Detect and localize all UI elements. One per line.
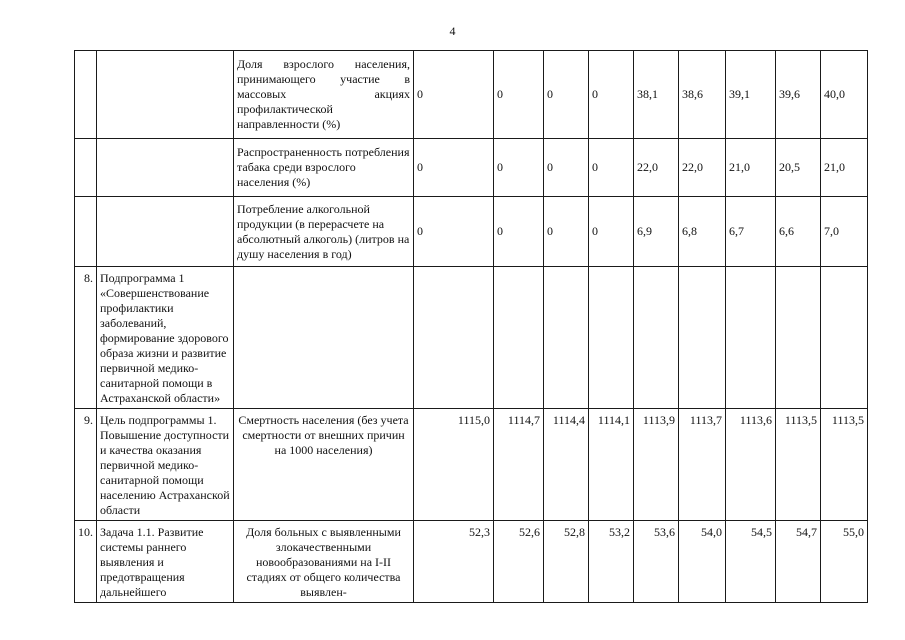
value-cell: 0	[589, 197, 634, 267]
value-cell: 52,3	[414, 521, 494, 603]
row-number	[75, 139, 97, 197]
indicator-cell	[234, 267, 414, 409]
value-cell: 54,0	[679, 521, 726, 603]
value-cell: 0	[544, 197, 589, 267]
value-cell	[589, 267, 634, 409]
value-cell	[634, 267, 679, 409]
value-cell: 52,8	[544, 521, 589, 603]
value-cell	[414, 267, 494, 409]
value-cell: 1114,7	[494, 409, 544, 521]
value-cell: 0	[494, 139, 544, 197]
value-cell	[776, 267, 821, 409]
value-cell: 6,6	[776, 197, 821, 267]
value-cell: 0	[494, 51, 544, 139]
value-cell: 1113,7	[679, 409, 726, 521]
table-row	[75, 521, 868, 603]
value-cell: 39,1	[726, 51, 776, 139]
value-cell: 0	[414, 139, 494, 197]
indicator-cell: Доля больных с выявленными злокачественными новообразованиями на I-II стадиях от общего количества выявлен-	[234, 521, 414, 603]
table-row	[75, 267, 868, 409]
goal-cell: Цель подпрограммы 1. Повышение доступности и качества оказания первичной медико-санитарной помощи населению Астраханской области	[97, 409, 234, 521]
value-cell: 0	[589, 139, 634, 197]
table-row	[75, 139, 868, 197]
goal-cell	[97, 51, 234, 139]
indicator-cell: Распространенность потребления табака среди взрослого населения (%)	[234, 139, 414, 197]
value-cell: 1113,9	[634, 409, 679, 521]
value-cell: 1114,4	[544, 409, 589, 521]
row-number: 10.	[75, 521, 97, 603]
value-cell: 0	[494, 197, 544, 267]
value-cell: 53,2	[589, 521, 634, 603]
value-cell: 0	[414, 51, 494, 139]
indicator-cell: Потребление алкогольной продукции (в перерасчете на абсолютный алкоголь) (литров на душу населения в год)	[234, 197, 414, 267]
table-row	[75, 197, 868, 267]
value-cell: 20,5	[776, 139, 821, 197]
indicators-table	[74, 50, 868, 603]
value-cell: 22,0	[634, 139, 679, 197]
value-cell	[494, 267, 544, 409]
value-cell: 38,6	[679, 51, 726, 139]
value-cell: 21,0	[726, 139, 776, 197]
goal-cell	[97, 197, 234, 267]
value-cell: 21,0	[821, 139, 868, 197]
value-cell: 39,6	[776, 51, 821, 139]
value-cell: 6,8	[679, 197, 726, 267]
value-cell	[726, 267, 776, 409]
indicator-cell: Доля взрослого населения, принимающего участие в массовых акциях профилактической направленности (%)	[234, 51, 414, 139]
row-number: 8.	[75, 267, 97, 409]
value-cell: 53,6	[634, 521, 679, 603]
value-cell: 0	[544, 139, 589, 197]
value-cell	[679, 267, 726, 409]
value-cell: 0	[414, 197, 494, 267]
value-cell: 54,5	[726, 521, 776, 603]
table-row	[75, 409, 868, 521]
row-number	[75, 51, 97, 139]
value-cell: 52,6	[494, 521, 544, 603]
indicator-cell: Смертность населения (без учета смертности от внешних причин на 1000 населения)	[234, 409, 414, 521]
value-cell: 1113,6	[726, 409, 776, 521]
value-cell: 7,0	[821, 197, 868, 267]
goal-cell	[97, 139, 234, 197]
row-number: 9.	[75, 409, 97, 521]
value-cell: 6,9	[634, 197, 679, 267]
value-cell: 54,7	[776, 521, 821, 603]
value-cell: 38,1	[634, 51, 679, 139]
page-number: 4	[449, 24, 456, 38]
value-cell: 0	[589, 51, 634, 139]
value-cell	[821, 267, 868, 409]
value-cell: 1114,1	[589, 409, 634, 521]
value-cell: 55,0	[821, 521, 868, 603]
value-cell: 0	[544, 51, 589, 139]
value-cell: 22,0	[679, 139, 726, 197]
value-cell: 40,0	[821, 51, 868, 139]
value-cell: 1115,0	[414, 409, 494, 521]
value-cell: 6,7	[726, 197, 776, 267]
goal-cell: Подпрограмма 1 «Совершенствование профилактики заболеваний, формирование здорового образа жизни и развитие первичной медико-санитарной помощи в Астраханской области»	[97, 267, 234, 409]
value-cell	[544, 267, 589, 409]
table-row	[75, 51, 868, 139]
value-cell: 1113,5	[821, 409, 868, 521]
row-number	[75, 197, 97, 267]
goal-cell: Задача 1.1. Развитие системы раннего выявления и предотвращения дальнейшего	[97, 521, 234, 603]
value-cell: 1113,5	[776, 409, 821, 521]
